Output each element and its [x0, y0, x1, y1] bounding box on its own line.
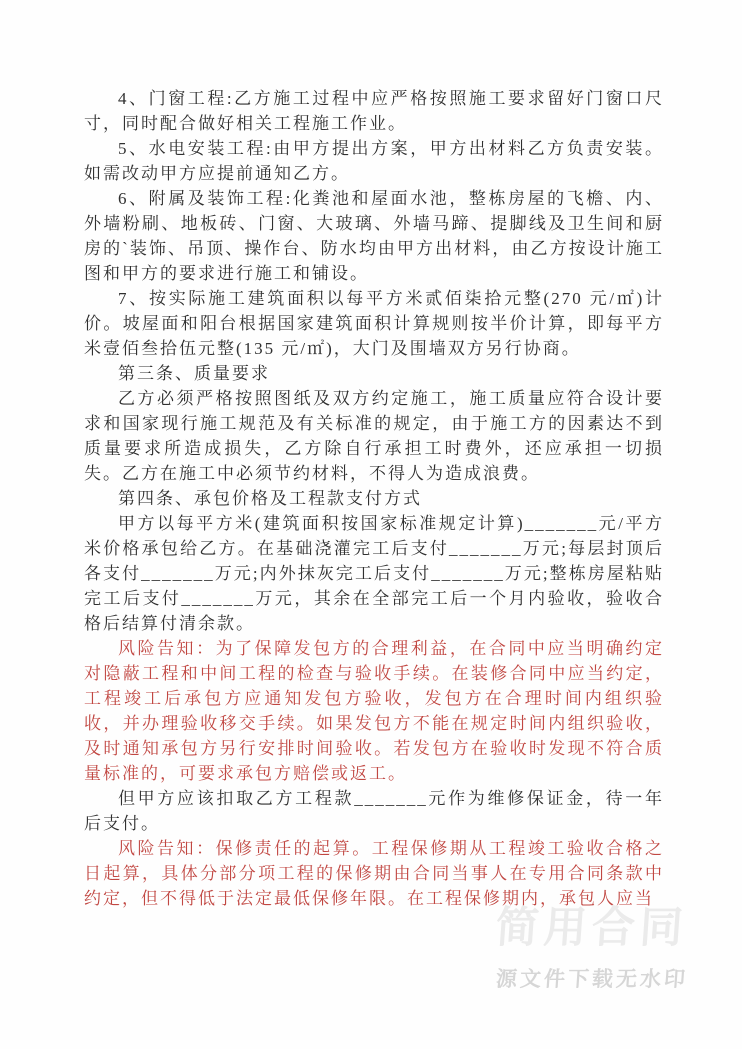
contract-paragraph: 6、附属及装饰工程:化粪池和屋面水池，整栋房屋的飞檐、内、外墙粉刷、地板砖、门窗、大玻璃、外墙马蹄、提脚线及卫生间和厨房的`装饰、吊顶、操作台、防水均由甲方出材料，由乙方按设计施工图和甲方的要求进行施工和铺设。: [84, 189, 664, 283]
contract-paragraph: 甲方以每平方米(建筑面积按国家标准规定计算)_______元/平方米价格承包给乙方。在基础浇灌完工后支付_______万元;每层封顶后各支付_______万元;内外抹灰完工后支付_______万元;整栋房屋粘贴完工后支付_______万元，其余在全部完工后一个月内验收，验收合格后结算付清余款。: [84, 514, 664, 633]
watermark-brand-text: 简用合同: [494, 904, 690, 952]
contract-paragraph: 第四条、承包价格及工程款支付方式: [118, 489, 422, 508]
contract-paragraph: 5、水电安装工程:由甲方提出方案，甲方出材料乙方负责安装。如需改动甲方应提前通知乙方。: [84, 139, 664, 183]
watermark-tagline-text: 源文件下载无水印: [495, 968, 689, 991]
contract-paragraph: 风险告知：保修责任的起算。工程保修期从工程竣工验收合格之日起算，具体分部分项工程的保修期由合同当事人在专用合同条款中约定，但不得低于法定最低保修年限。在工程保修期内，承包人应当: [84, 839, 664, 908]
contract-paragraph: 乙方必须严格按照图纸及双方约定施工，施工质量应符合设计要求和国家现行施工规范及有关标准的规定，由于施工方的因素达不到质量要求所造成损失，乙方除自行承担工时费外，还应承担一切损失。乙方在施工中必须节约材料，不得人为造成浪费。: [84, 389, 664, 483]
contract-paragraph: 但甲方应该扣取乙方工程款_______元作为维修保证金，待一年后支付。: [84, 789, 664, 833]
contract-paragraph: 第三条、质量要求: [118, 364, 270, 383]
contract-body: [84, 86, 664, 911]
contract-paragraph: 4、门窗工程:乙方施工过程中应严格按照施工要求留好门窗口尺寸，同时配合做好相关工程施工作业。: [84, 89, 664, 133]
contract-paragraph: 7、按实际施工建筑面积以每平方米贰佰柒拾元整(270 元/㎡)计价。坡屋面和阳台根据国家建筑面积计算规则按半价计算，即每平方米壹佰叁拾伍元整(135 元/㎡)，大门及围墙双方另行协商。: [84, 289, 664, 358]
contract-paragraph: 风险告知：为了保障发包方的合理利益，在合同中应当明确约定对隐蔽工程和中间工程的检查与验收手续。在装修合同中应当约定，工程竣工后承包方应通知发包方验收，发包方在合理时间内组织验收，并办理验收移交手续。如果发包方不能在规定时间内组织验收，及时通知承包方另行安排时间验收。若发包方在验收时发现不符合质量标准的，可要求承包方赔偿或返工。: [84, 639, 664, 783]
